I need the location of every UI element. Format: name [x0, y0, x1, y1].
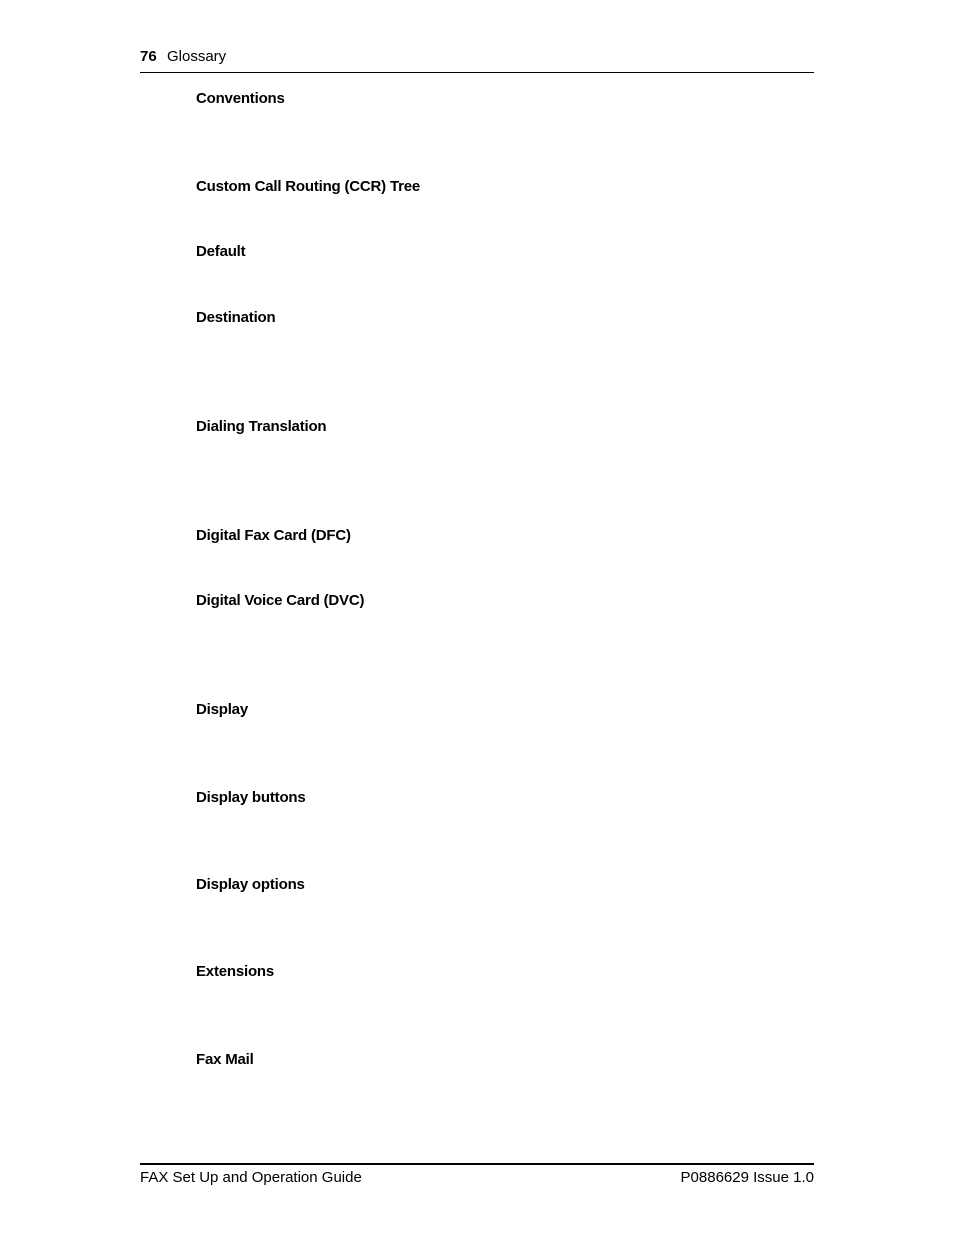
glossary-term-extensions: Extensions — [196, 963, 275, 980]
page-footer — [140, 1163, 814, 1191]
glossary-term-digital-fax-card: Digital Fax Card (DFC) — [196, 527, 351, 544]
glossary-term-display-buttons: Display buttons — [196, 789, 306, 806]
glossary-term-display: Display — [196, 701, 248, 718]
glossary-term-default: Default — [196, 243, 246, 260]
glossary-term-display-options: Display options — [196, 876, 305, 893]
glossary-term-digital-voice-card: Digital Voice Card (DVC) — [196, 592, 365, 609]
glossary-term-ccr-tree: Custom Call Routing (CCR) Tree — [196, 178, 421, 195]
document-title: FAX Set Up and Operation Guide — [140, 1169, 362, 1186]
page-number: 76 — [140, 48, 157, 65]
document-id: P0886629 Issue 1.0 — [680, 1169, 814, 1186]
glossary-term-conventions: Conventions — [196, 90, 285, 107]
glossary-term-fax-mail: Fax Mail — [196, 1051, 254, 1068]
glossary-term-destination: Destination — [196, 309, 276, 326]
glossary-term-dialing-translation: Dialing Translation — [196, 418, 327, 435]
page-header — [140, 46, 814, 73]
section-name: Glossary — [167, 48, 227, 65]
